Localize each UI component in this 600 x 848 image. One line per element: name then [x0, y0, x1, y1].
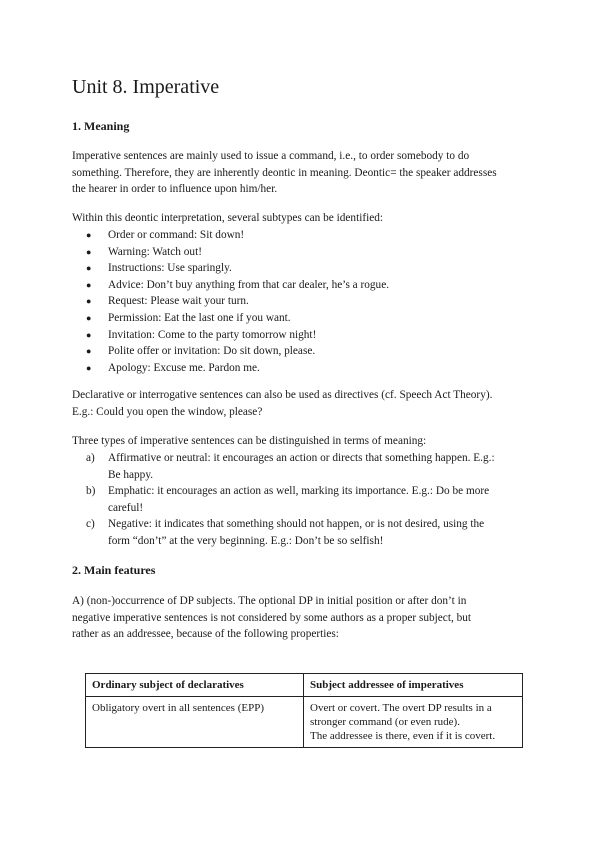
list-item: ● Advice: Don’t buy anything from that car dealer, he’s a rogue.: [86, 277, 526, 294]
list-item: ● Request: Please wait your turn.: [86, 293, 526, 310]
list-item: ● Warning: Watch out!: [86, 244, 526, 261]
subtypes-list: [86, 227, 526, 376]
column-header: Subject addressee of imperatives: [304, 674, 523, 697]
list-marker: b): [86, 485, 96, 498]
types-list: [86, 450, 522, 550]
text-line: A) (non-)occurrence of DP subjects. The optional DP in initial position or after don’t in: [72, 595, 467, 607]
text-line: Imperative sentences are mainly used to issue a command, i.e., to order somebody to do: [72, 150, 470, 162]
table-row: [86, 697, 523, 748]
text-line: stronger command (or even rude).: [310, 716, 460, 728]
section-heading-main-features: 2. Main features: [72, 563, 156, 577]
meaning-paragraph: [72, 148, 532, 198]
list-item: [86, 450, 522, 483]
table-cell: Obligatory overt in all sentences (EPP): [86, 697, 304, 748]
list-item: ● Order or command: Sit down!: [86, 227, 526, 244]
table-header-row: [86, 674, 523, 697]
list-item: ● Permission: Eat the last one if you want.: [86, 310, 526, 327]
list-item: ● Invitation: Come to the party tomorrow night!: [86, 327, 526, 344]
list-item: ● Instructions: Use sparingly.: [86, 260, 526, 277]
list-marker: a): [86, 452, 95, 464]
types-intro: Three types of imperative sentences can be distinguished in terms of meaning:: [72, 435, 427, 447]
text-line: negative imperative sentences is not considered by some authors as a proper subject, but: [72, 611, 472, 624]
subjects-paragraph: [72, 593, 532, 643]
subject-comparison-table: [85, 673, 523, 748]
text-line: Emphatic: it encourages an action as well, marking its importance. E.g.: Do be more: [108, 485, 490, 498]
text-line: rather as an addressee, because of the following properties:: [72, 628, 339, 641]
table-cell: [304, 697, 523, 748]
subtypes-intro: Within this deontic interpretation, several subtypes can be identified:: [72, 212, 384, 224]
text-line: Affirmative or neutral: it encourages an action or directs that something happen. E.g.:: [108, 452, 495, 464]
text-line: the hearer in order to influence upon him/her.: [72, 183, 278, 196]
text-line: The addressee is there, even if it is covert.: [310, 730, 496, 742]
list-item: [86, 483, 522, 516]
text-line: careful!: [108, 501, 144, 514]
text-line: Declarative or interrogative sentences can also be used as directives (cf. Speech Act Theory).: [72, 389, 493, 401]
page-title: Unit 8. Imperative: [72, 76, 220, 98]
directives-paragraph: [72, 387, 532, 420]
text-line: Overt or covert. The overt DP results in a: [310, 702, 492, 714]
list-marker: c): [86, 518, 95, 531]
section-heading-meaning: 1. Meaning: [72, 119, 130, 133]
text-line: E.g.: Could you open the window, please?: [72, 405, 263, 418]
text-line: Negative: it indicates that something should not happen, or is not desired, using the: [108, 518, 485, 531]
list-item: [86, 516, 522, 549]
text-line: form “don’t” at the very beginning. E.g.: Don’t be so selfish!: [108, 534, 384, 547]
text-line: something. Therefore, they are inherently deontic in meaning. Deontic= the speaker addresses: [72, 166, 497, 179]
text-line: Be happy.: [108, 468, 154, 481]
column-header: Ordinary subject of declaratives: [86, 674, 304, 697]
list-item: ● Apology: Excuse me. Pardon me.: [86, 360, 526, 377]
list-item: ● Polite offer or invitation: Do sit down, please.: [86, 343, 526, 360]
